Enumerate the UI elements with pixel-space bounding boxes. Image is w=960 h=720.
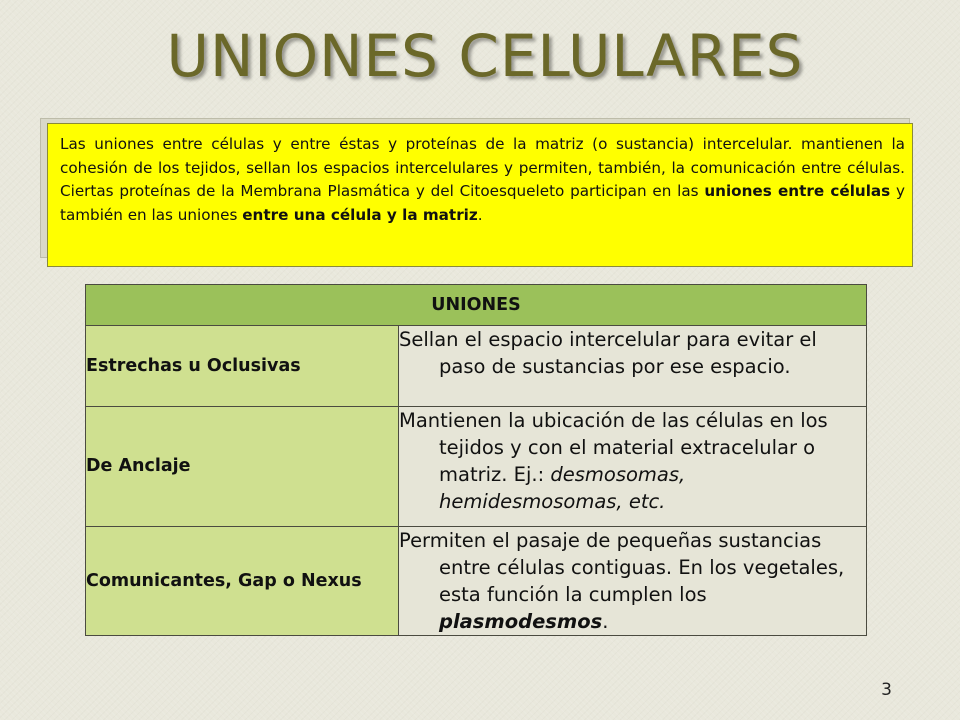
union-desc (399, 407, 866, 515)
intro-box (47, 123, 913, 267)
union-desc (399, 527, 866, 635)
union-type-cell (86, 527, 399, 636)
table-row (86, 407, 867, 527)
union-desc-term: plasmodesmos (439, 610, 603, 633)
unions-table (85, 284, 867, 636)
union-desc-end: . (602, 610, 609, 633)
intro-text-3: . (477, 205, 483, 224)
union-desc-cell (399, 527, 867, 636)
table-row (86, 527, 867, 636)
slide-title: UNIONES CELULARES (166, 22, 804, 90)
intro-text-2: y también en las uniones (60, 182, 905, 224)
union-desc-examples: desmosomas, hemidesmosomas, etc. (439, 463, 686, 513)
intro-bold-1: uniones entre células (704, 182, 891, 201)
union-desc-cell (399, 326, 867, 407)
union-type: De Anclaje (86, 456, 191, 476)
table-row (86, 326, 867, 407)
table-header: UNIONES (86, 285, 867, 326)
union-desc-cell (399, 407, 867, 527)
union-type: Comunicantes, Gap o Nexus (86, 570, 362, 591)
intro-bold-2: entre una célula y la matriz (242, 205, 478, 224)
union-desc (399, 326, 866, 380)
page-number: 3 (881, 680, 892, 700)
union-desc-text: Permiten el pasaje de pequeñas sustancias entre células contiguas. En los vegetales, esta función la cumplen los (399, 529, 845, 606)
intro-text-1: Las uniones entre células y entre éstas y proteínas de la matriz (o sustancia) intercelular. mantienen la cohesión de los tejidos, sellan los espacios intercelulares y permiten, también, la comunicación entre células. Ciertas proteínas de la Membrana Plasmática y del Citoesqueleto participan en las (60, 135, 905, 201)
table-header-row (86, 285, 867, 326)
union-type: Estrechas u Oclusivas (86, 355, 301, 376)
union-desc-text: Mantienen la ubicación de las células en los tejidos y con el material extracelular o matriz. Ej.: (399, 409, 828, 486)
union-type-cell (86, 407, 399, 527)
union-type-cell (86, 326, 399, 407)
union-desc-text: Sellan el espacio intercelular para evitar el paso de sustancias por ese espacio. (399, 328, 817, 378)
